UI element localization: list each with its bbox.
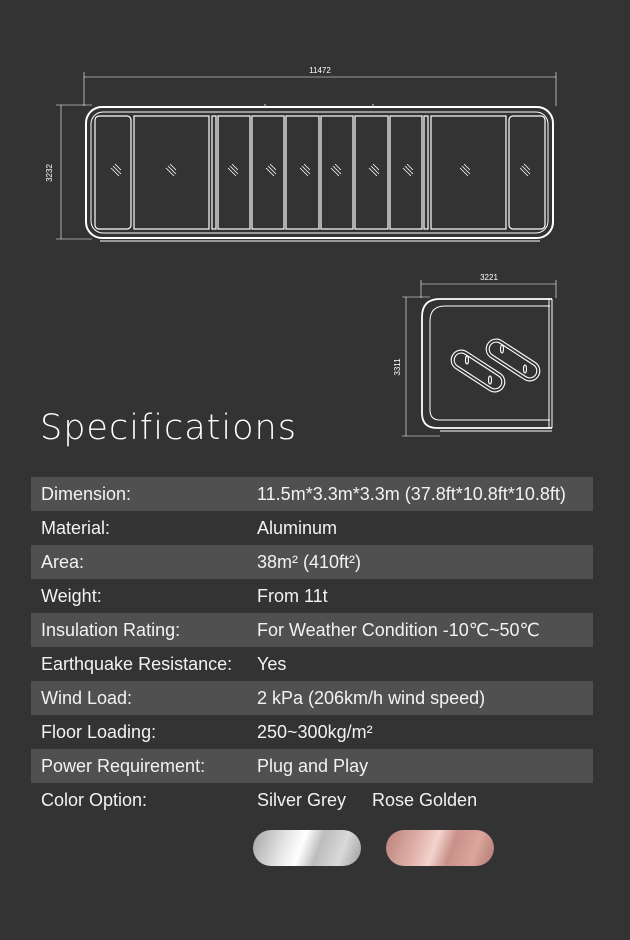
spec-row-earthquake [31,647,593,681]
spec-value: Plug and Play [257,755,369,776]
side-height-label: 3311 [393,358,402,376]
spec-value: 11.5m*3.3m*3.3m (37.8ft*10.8ft*10.8ft) [257,483,566,504]
spec-label: Earthquake Resistance: [41,653,233,674]
technical-drawings [0,0,630,460]
spec-value: For Weather Condition -10℃~50℃ [257,619,540,640]
color-option-rose-golden: Rose Golden [372,789,478,810]
spec-value: 38m² (410ft²) [257,551,362,572]
spec-value: Yes [257,653,287,674]
spec-label: Material: [41,517,111,538]
spec-row-wind-load [31,681,593,715]
spec-row-insulation [31,613,593,647]
spec-value: From 11t [257,585,328,606]
spec-row-power [31,749,593,783]
spec-value [257,790,593,811]
spec-row-area [31,545,593,579]
spec-label: Wind Load: [41,687,133,708]
spec-row-weight [31,579,593,613]
spec-label: Insulation Rating: [41,619,181,640]
spec-label: Weight: [41,585,102,606]
spec-value: Aluminum [257,517,338,538]
spec-label: Area: [41,551,85,572]
page-title: Specifications [40,408,297,448]
spec-label: Power Requirement: [41,755,206,776]
spec-value: 250~300kg/m² [257,721,373,742]
spec-label: Floor Loading: [41,721,157,742]
rose-golden-swatch[interactable] [386,830,494,866]
silver-grey-swatch[interactable] [253,830,361,866]
front-height-label: 3232 [45,164,54,182]
front-width-label: 11472 [309,66,331,75]
spec-table [31,477,593,817]
spec-row-floor-loading [31,715,593,749]
spec-row-material [31,511,593,545]
color-option-silver-grey: Silver Grey [257,789,347,810]
spec-row-color-option [31,783,593,817]
spec-label: Dimension: [41,483,132,504]
spec-label: Color Option: [41,789,148,810]
front-view-drawing [56,72,556,241]
spec-row-dimension [31,477,593,511]
side-view-drawing [402,280,556,436]
side-width-label: 3221 [480,273,498,282]
spec-value: 2 kPa (206km/h wind speed) [257,687,486,708]
